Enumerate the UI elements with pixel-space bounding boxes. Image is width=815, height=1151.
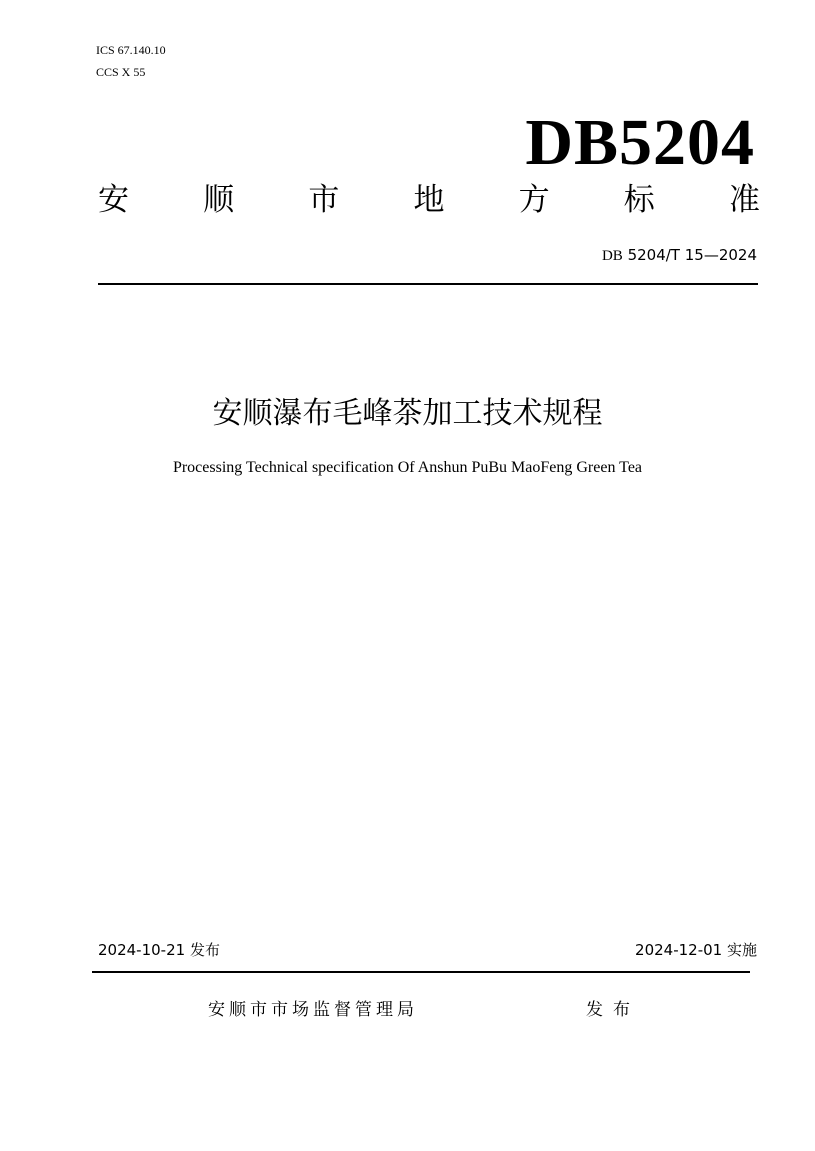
standard-type-char: 地 bbox=[413, 182, 445, 218]
standard-type-char: 市 bbox=[308, 182, 340, 218]
publish-date: 2024-10-21 发布 bbox=[98, 941, 220, 959]
standard-number-prefix: DB bbox=[601, 248, 623, 264]
header-divider bbox=[98, 283, 758, 285]
document-title-cn: 安顺瀑布毛峰茶加工技术规程 bbox=[212, 396, 603, 431]
ccs-code: CCS X 55 bbox=[96, 65, 146, 79]
db-code-heading: DB5204 bbox=[525, 106, 755, 179]
standard-type-char: 标 bbox=[623, 182, 655, 218]
issue-label: 发布 bbox=[586, 1000, 640, 1020]
document-title-en: Processing Technical specification Of Anshun PuBu MaoFeng Green Tea bbox=[172, 459, 643, 476]
implement-date: 2024-12-01 实施 bbox=[635, 941, 757, 959]
standard-number-value: 5204/T 15—2024 bbox=[627, 246, 757, 264]
footer-divider bbox=[92, 971, 750, 973]
standard-type-char: 方 bbox=[518, 182, 550, 218]
standard-type-title bbox=[98, 180, 760, 220]
standard-type-char: 安 bbox=[98, 182, 129, 218]
standard-number bbox=[602, 245, 757, 266]
standard-type-char: 准 bbox=[728, 182, 760, 218]
standard-type-char: 顺 bbox=[203, 182, 235, 218]
issuing-authority: 安顺市市场监督管理局 bbox=[208, 1000, 418, 1020]
ics-code: ICS 67.140.10 bbox=[96, 43, 166, 57]
